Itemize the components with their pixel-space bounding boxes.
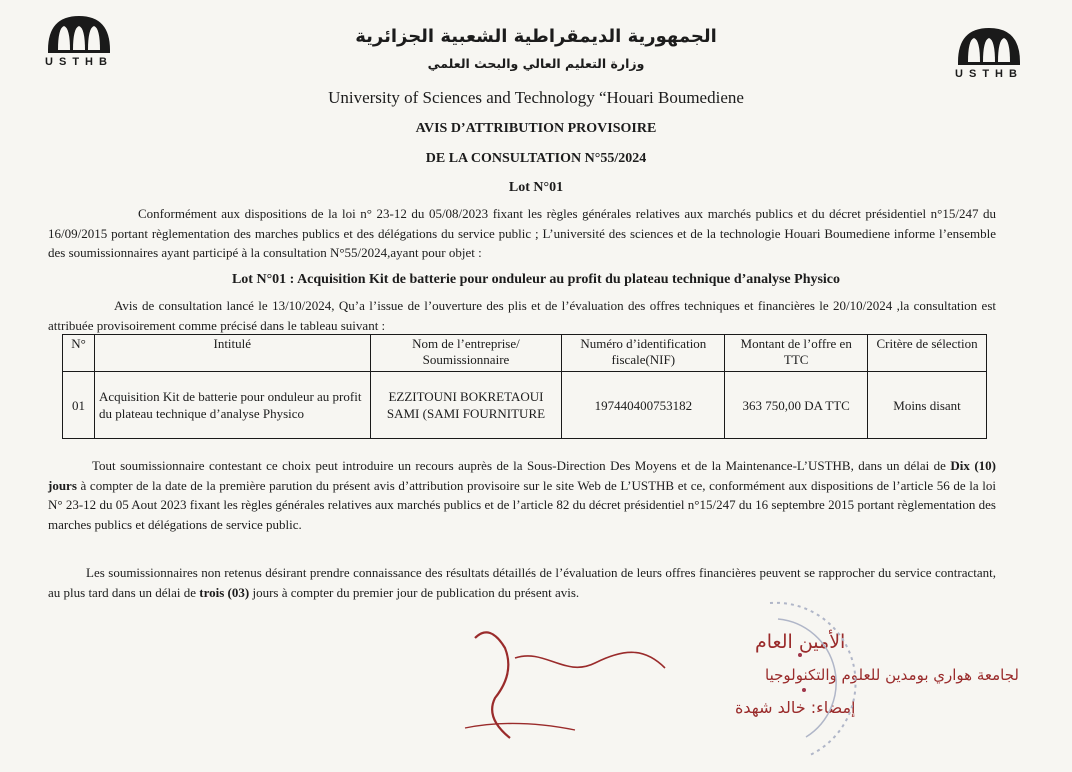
header-nif: Numéro d’identification fiscale(NIF) <box>562 335 725 372</box>
results-text-end: jours à compter du premier jour de publication du présent avis. <box>249 584 580 600</box>
republic-name-arabic: الجمهورية الديمقراطية الشعبية الجزائرية <box>355 26 717 47</box>
signature-line-title: الأمين العام <box>755 631 846 653</box>
cell-nif: 197440400753182 <box>562 372 725 439</box>
appeal-text-end: à compter de la date de la première parution du présent avis d’attribution provisoire sur le site Web de L’USTHB et ce, conformément aux dispositions de l’article 56 de la loi N° 23-12 du 05 Aout 2023 fixant les règles générales relatives aux marchés publics et de l’article 82 du décret présidentiel n°15/247 du 16 septembre 2015 portant règlementation des marches publics et délégations de service public. <box>48 477 996 532</box>
signature-line-institution: لجامعة هواري بومدين للعلوم والتكنولوجيا <box>765 666 1019 684</box>
lot-number: Lot N°01 <box>508 180 564 195</box>
official-stamp <box>700 595 840 770</box>
cell-montant: 363 750,00 DA TTC <box>725 372 868 439</box>
consultation-summary: Avis de consultation lancé le 13/10/2024, Qu’a l’issue de l’ouverture des plis et de l’évaluation des offres techniques et financières le 20/10/2024 ,la consultation est attribuée provisoirement comme précisé dans le tableau suivant : <box>48 298 996 333</box>
usthb-logo-text: USTHB <box>45 56 113 68</box>
appeal-paragraph <box>48 456 996 534</box>
header-entreprise: Nom de l’entreprise/ Soumissionnaire <box>370 335 562 372</box>
ministry-name-arabic: وزارة التعليم العالي والبحث العلمي <box>427 56 645 71</box>
cell-critere: Moins disant <box>868 372 987 439</box>
cell-entreprise: EZZITOUNI BOKRETAOUI SAMI (SAMI FOURNITURE <box>370 372 562 439</box>
header-montant: Montant de l’offre en TTC <box>725 335 868 372</box>
university-name: University of Sciences and Technology “Houari Boumediene <box>328 88 744 107</box>
table-header-row <box>63 335 987 372</box>
appeal-text-start: Tout soumissionnaire contestant ce choix peut introduire un recours auprès de la Sous-Direction Des Moyens et de la Maintenance-L’USTHB, dans un délai de <box>92 458 951 473</box>
header-critere: Critère de sélection <box>868 335 987 372</box>
usthb-logo-text: USTHB <box>955 68 1023 80</box>
lot-object: Lot N°01 : Acquisition Kit de batterie pour onduleur au profit du plateau technique d’analyse Physico <box>231 272 841 287</box>
results-text-start: Les soumissionnaires non retenus désirant prendre connaissance des résultats détaillés de l’évaluation de leurs offres financières peuvent se rapprocher du service contractant, au plus tard dans un délai de <box>48 565 996 600</box>
signature-line-name: إمضاء: خالد شهدة <box>735 698 856 717</box>
header-no: N° <box>63 335 95 372</box>
results-paragraph <box>48 563 996 602</box>
appeal-deadline: Dix (10) jours <box>48 458 996 493</box>
header-intitule: Intitulé <box>94 335 370 372</box>
attribution-table <box>62 334 987 439</box>
legal-preamble: Conformément aux dispositions de la loi n° 23-12 du 05/08/2023 fixant les règles générales relatives aux marchés publics et du décret présidentiel n°15/247 du 16/09/2015 portant règlementation des marches publics et des délégations du service public ; L’université des sciences et de la technologie Houari Boumediene informe l’ensemble des soumissionnaires ayant participé à la consultation N°55/2024,ayant pour objet : <box>48 206 996 260</box>
table-row <box>63 372 987 439</box>
notice-title: AVIS D’ATTRIBUTION PROVISOIRE <box>415 121 657 136</box>
consultation-number: DE LA CONSULTATION N°55/2024 <box>425 151 647 166</box>
results-deadline: trois (03) <box>199 584 250 600</box>
cell-intitule: Acquisition Kit de batterie pour onduleur au profit du plateau technique d’analyse Physico <box>94 372 370 439</box>
cell-no: 01 <box>63 372 95 439</box>
